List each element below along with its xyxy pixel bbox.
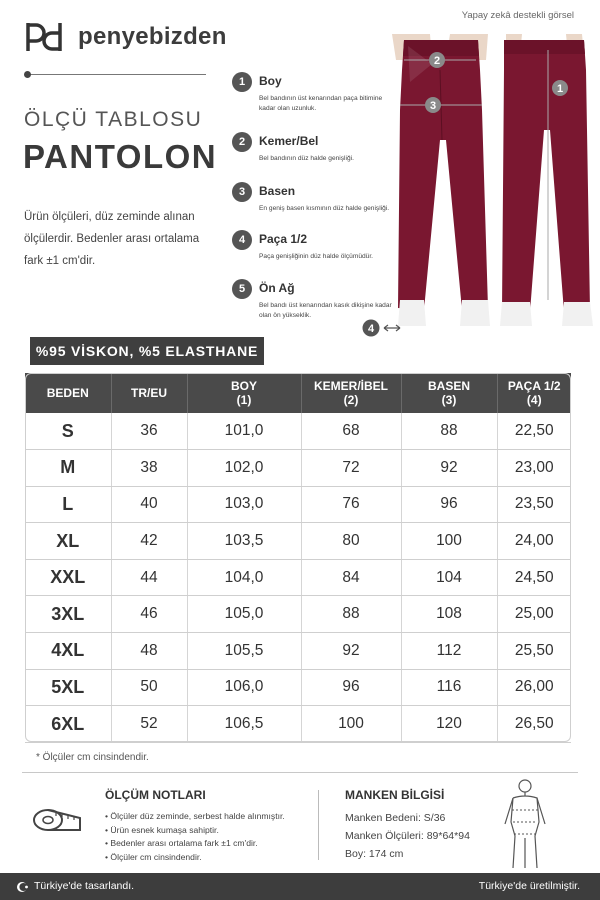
table-row (25, 596, 571, 633)
col-header-boy: BOY (1) (187, 373, 301, 413)
fabric-composition-badge: %95 VİSKON, %5 ELASTHANE (30, 337, 264, 365)
table-row (25, 450, 571, 487)
table-header-row (25, 373, 571, 413)
intro-text: Ürün ölçüleri, düz zeminde alınan ölçülerdir. Bedenler arası ortalama fark ±1 cm'dir. (24, 211, 200, 267)
footer-designed-in: Türkiye'de tasarlandı. (34, 880, 135, 892)
logo-mark-icon (22, 20, 66, 54)
table-cell: 23,50 (497, 486, 571, 523)
col-header-paca: PAÇA 1/2 (4) (497, 373, 571, 413)
table-cell: 102,0 (187, 450, 301, 487)
size-cell: 6XL (25, 706, 111, 743)
table-row (25, 559, 571, 596)
marker-3 (425, 97, 441, 113)
col-header-kemer: KEMER/İBEL (2) (301, 373, 401, 413)
table-row (25, 669, 571, 706)
col-header-basen: BASEN (3) (401, 373, 497, 413)
table-cell: 101,0 (187, 413, 301, 450)
notes-title: ÖLÇÜM NOTLARI (105, 788, 206, 802)
svg-text:2: 2 (433, 55, 441, 67)
vertical-divider (318, 790, 319, 860)
table-cell: 88 (301, 596, 401, 633)
legend-desc: En geniş basen kısmının düz halde genişliği. (259, 205, 390, 212)
svg-text:3: 3 (429, 100, 437, 112)
legend-title: Boy (259, 74, 282, 88)
table-cell: 112 (401, 633, 497, 670)
legend-desc: Bel bandı üst kenarından kasık dikişine kadar olan ön yükseklik. (259, 302, 392, 319)
table-cell: 104,0 (187, 559, 301, 596)
brand-name: penyebizden (78, 23, 227, 50)
marker-2 (429, 52, 445, 68)
mannequin-title: MANKEN BİLGİSİ (345, 788, 445, 802)
legend-title: Ön Ağ (259, 281, 295, 295)
table-cell: 120 (401, 706, 497, 743)
size-table (25, 373, 571, 743)
list-item: • Ölçüler düz zeminde, serbest halde alınmıştır. (105, 810, 285, 824)
table-cell: 103,5 (187, 523, 301, 560)
table-cell: 25,00 (497, 596, 571, 633)
table-cell: 50 (111, 669, 187, 706)
table-cell: 106,0 (187, 669, 301, 706)
table-cell: 106,5 (187, 706, 301, 743)
table-cell: 76 (301, 486, 401, 523)
ai-note: Yapay zekâ destekli görsel (461, 10, 574, 21)
table-row (25, 633, 571, 670)
table-cell: 38 (111, 450, 187, 487)
size-cell: M (25, 450, 111, 487)
table-row (25, 486, 571, 523)
size-cell: 3XL (25, 596, 111, 633)
size-cell: XL (25, 523, 111, 560)
table-row (25, 413, 571, 450)
page-subtitle: PANTOLON (23, 138, 218, 175)
table-cell: 92 (301, 633, 401, 670)
legend-title: Basen (259, 184, 296, 198)
legend-desc: Bel bandının üst kenarından paça bitimine kadar olan uzunluk. (259, 95, 383, 112)
notes-list (105, 810, 285, 864)
legend-number: 3 (232, 182, 252, 202)
marker-1 (552, 80, 568, 96)
table-cell: 36 (111, 413, 187, 450)
table-cell: 44 (111, 559, 187, 596)
measuring-tape-icon (30, 800, 82, 840)
table-cell: 46 (111, 596, 187, 633)
table-cell: 52 (111, 706, 187, 743)
marker-4-badge (362, 318, 402, 338)
divider-dot (24, 71, 31, 78)
size-cell: XXL (25, 559, 111, 596)
list-item: • Ürün esnek kumaşa sahiptir. (105, 824, 285, 838)
table-row (25, 523, 571, 560)
product-photo (390, 30, 595, 345)
mannequin-measures: Manken Ölçüleri: 89*64*94 (345, 830, 470, 842)
list-item: • Ölçüler cm cinsindendir. (105, 851, 285, 865)
table-cell: 22,50 (497, 413, 571, 450)
mannequin-size: Manken Bedeni: S/36 (345, 812, 446, 824)
legend-desc: Paça genişliğinin düz halde ölçümüdür. (259, 253, 373, 260)
table-cell: 23,00 (497, 450, 571, 487)
table-cell: 105,0 (187, 596, 301, 633)
col-header-beden: BEDEN (25, 373, 111, 413)
table-cell: 108 (401, 596, 497, 633)
footer-bar (0, 873, 600, 900)
legend-number: 5 (232, 279, 252, 299)
svg-text:1: 1 (556, 83, 564, 95)
size-cell: L (25, 486, 111, 523)
brand-logo (22, 20, 227, 54)
legend-title: Kemer/Bel (259, 134, 319, 148)
table-cell: 96 (301, 669, 401, 706)
mannequin-figure-icon (495, 778, 555, 872)
size-cell: 5XL (25, 669, 111, 706)
table-cell: 72 (301, 450, 401, 487)
table-cell: 88 (401, 413, 497, 450)
mannequin-height: Boy: 174 cm (345, 848, 404, 860)
svg-text:4: 4 (367, 323, 375, 335)
table-cell: 26,50 (497, 706, 571, 743)
title-divider (26, 74, 206, 75)
table-cell: 105,5 (187, 633, 301, 670)
table-cell: 116 (401, 669, 497, 706)
list-item: • Bedenler arası ortalama fark ±1 cm'dir. (105, 837, 285, 851)
table-cell: 40 (111, 486, 187, 523)
table-row (25, 706, 571, 743)
table-cell: 96 (401, 486, 497, 523)
page-title: ÖLÇÜ TABLOSU (24, 108, 203, 131)
legend-number: 2 (232, 132, 252, 152)
legend-title: Paça 1/2 (259, 232, 308, 246)
table-cell: 103,0 (187, 486, 301, 523)
table-cell: 24,00 (497, 523, 571, 560)
section-divider (22, 772, 578, 773)
size-cell: 4XL (25, 633, 111, 670)
table-cell: 84 (301, 559, 401, 596)
table-footnote: * Ölçüler cm cinsindendir. (36, 752, 149, 763)
crescent-star-icon (17, 881, 29, 893)
size-cell: S (25, 413, 111, 450)
legend-desc: Bel bandının düz halde genişliği. (259, 155, 354, 162)
table-cell: 25,50 (497, 633, 571, 670)
table-cell: 24,50 (497, 559, 571, 596)
footer-made-in: Türkiye'de üretilmiştir. (478, 880, 580, 892)
table-cell: 100 (301, 706, 401, 743)
table-cell: 100 (401, 523, 497, 560)
table-cell: 48 (111, 633, 187, 670)
legend-number: 1 (232, 72, 252, 92)
table-cell: 68 (301, 413, 401, 450)
table-cell: 104 (401, 559, 497, 596)
col-header-tr-eu: TR/EU (111, 373, 187, 413)
table-cell: 26,00 (497, 669, 571, 706)
table-cell: 92 (401, 450, 497, 487)
table-cell: 80 (301, 523, 401, 560)
legend-number: 4 (232, 230, 252, 250)
table-cell: 42 (111, 523, 187, 560)
